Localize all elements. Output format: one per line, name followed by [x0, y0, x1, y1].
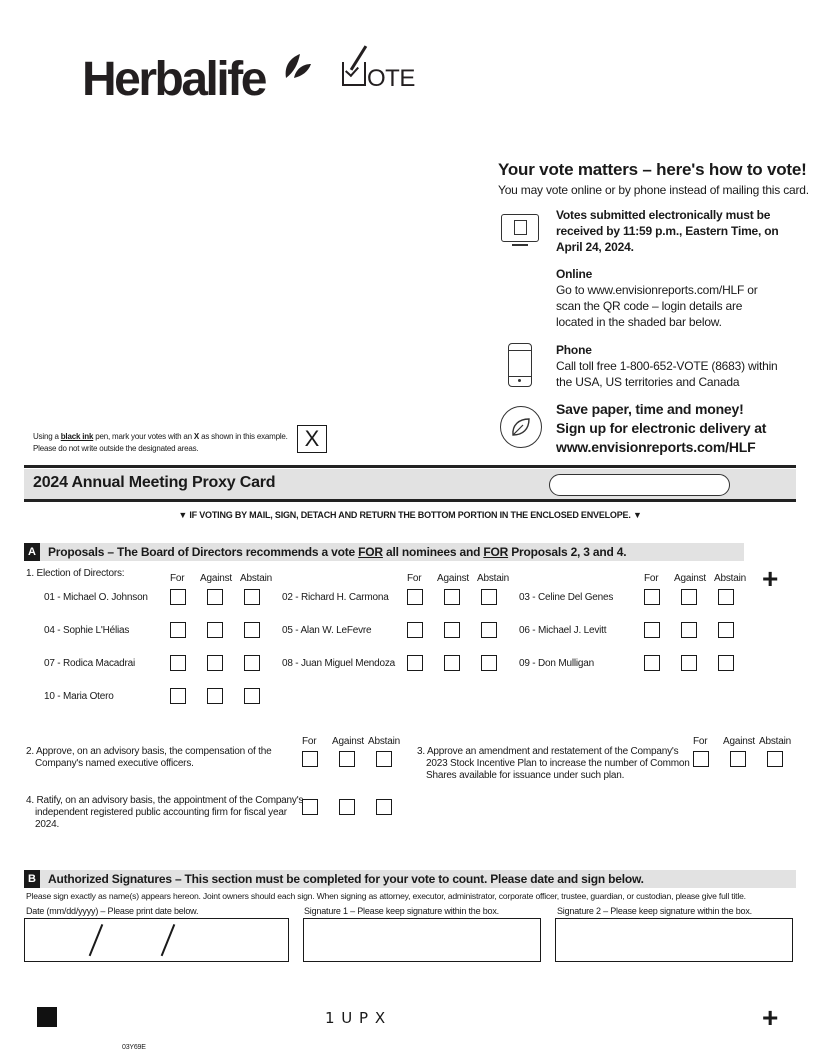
- save-line-3: www.envisionreports.com/HLF: [556, 439, 756, 455]
- vote-against-checkbox[interactable]: [444, 655, 460, 671]
- proposal-for-checkbox[interactable]: [693, 751, 709, 767]
- proposal-3-text: [417, 746, 690, 782]
- small-code: 03Y69E: [122, 1044, 146, 1051]
- signature-1-label: Signature 1 – Please keep signature within the box.: [304, 906, 499, 916]
- vote-abstain-checkbox[interactable]: [481, 589, 497, 605]
- registration-square: [37, 1007, 57, 1027]
- col-header-abstain: Abstain: [240, 573, 272, 584]
- info-title: Your vote matters – here's how to vote!: [498, 160, 807, 179]
- vote-for-checkbox[interactable]: [407, 655, 423, 671]
- signing-instruction: Please sign exactly as name(s) appears hereon. Joint owners should each sign. When signing as attorney, executor, administrator, corporate officer, trustee, guardian, or custodian, please give full title.: [26, 891, 746, 901]
- vote-against-checkbox[interactable]: [207, 589, 223, 605]
- proposal-abstain-checkbox[interactable]: [767, 751, 783, 767]
- prop4-line-3: 2024.: [35, 819, 60, 830]
- col-header-against: Against: [200, 573, 232, 584]
- proposal-against-checkbox[interactable]: [730, 751, 746, 767]
- vote-against-checkbox[interactable]: [681, 589, 697, 605]
- prop2-line-1: 2. Approve, on an advisory basis, the compensation of the: [26, 746, 272, 757]
- prop3-line-1: 3. Approve an amendment and restatement of the Company's: [417, 746, 679, 757]
- instr-mid: pen, mark your votes with an: [93, 432, 194, 441]
- proposal-abstain-checkbox[interactable]: [376, 751, 392, 767]
- detach-instruction: ▼ IF VOTING BY MAIL, SIGN, DETACH AND RETURN THE BOTTOM PORTION IN THE ENCLOSED ENVELOPE. ▼: [178, 510, 642, 520]
- deadline-line-1: Votes submitted electronically must be: [556, 208, 771, 222]
- vote-against-checkbox[interactable]: [681, 622, 697, 638]
- vote-for-checkbox[interactable]: [170, 622, 186, 638]
- nominee-label: 09 - Don Mulligan: [519, 658, 594, 669]
- prop3-line-3: Shares available for issuance under such plan.: [426, 770, 625, 781]
- herbalife-logo: [82, 52, 265, 107]
- vote-abstain-checkbox[interactable]: [481, 622, 497, 638]
- deadline-line-2: received by 11:59 p.m., Eastern Time, on: [556, 224, 779, 238]
- col-header-for: For: [170, 573, 185, 584]
- col-header-for: For: [302, 736, 317, 747]
- vote-for-checkbox[interactable]: [170, 589, 186, 605]
- example-mark-box: [297, 425, 327, 453]
- proposal-for-checkbox[interactable]: [302, 799, 318, 815]
- vote-for-checkbox[interactable]: [407, 622, 423, 638]
- example-mark: X: [304, 426, 320, 451]
- save-line-1: Save paper, time and money!: [556, 401, 744, 417]
- signature-1-field[interactable]: [303, 918, 541, 962]
- instruction-line-1: [33, 431, 288, 443]
- heading-for-1: FOR: [358, 545, 383, 559]
- col-header-against: Against: [674, 573, 706, 584]
- vote-abstain-checkbox[interactable]: [481, 655, 497, 671]
- vote-abstain-checkbox[interactable]: [244, 655, 260, 671]
- date-label: Date (mm/dd/yyyy) – Please print date below.: [26, 906, 199, 916]
- section-b-letter: B: [24, 870, 40, 888]
- heading-post: Proposals 2, 3 and 4.: [508, 545, 627, 559]
- online-line-3: located in the shaded bar below.: [556, 315, 722, 329]
- instr-pre: Using a: [33, 432, 61, 441]
- signature-2-label: Signature 2 – Please keep signature within the box.: [557, 906, 752, 916]
- instr-post: as shown in this example.: [199, 432, 288, 441]
- proposal-for-checkbox[interactable]: [302, 751, 318, 767]
- online-text: [556, 282, 758, 330]
- vote-against-checkbox[interactable]: [444, 589, 460, 605]
- bottom-rule: [24, 499, 796, 502]
- vote-against-checkbox[interactable]: [207, 688, 223, 704]
- nominee-label: 05 - Alan W. LeFevre: [282, 625, 372, 636]
- vote-abstain-checkbox[interactable]: [244, 589, 260, 605]
- deadline-text: [556, 207, 779, 255]
- col-header-abstain: Abstain: [714, 573, 746, 584]
- col-header-abstain: Abstain: [477, 573, 509, 584]
- registration-plus-bottom: +: [762, 1002, 779, 1033]
- prop4-line-1: 4. Ratify, on an advisory basis, the appointment of the Company's: [26, 795, 304, 806]
- nominee-label: 07 - Rodica Macadrai: [44, 658, 136, 669]
- nominee-label: 08 - Juan Miguel Mendoza: [282, 658, 396, 669]
- section-a-letter: A: [24, 543, 40, 561]
- online-line-1: Go to www.envisionreports.com/HLF or: [556, 283, 758, 297]
- phone-line-1: Call toll free 1-800-652-VOTE (8683) within: [556, 359, 778, 373]
- col-header-for: For: [644, 573, 659, 584]
- nominee-label: 02 - Richard H. Carmona: [282, 592, 389, 603]
- vote-for-checkbox[interactable]: [170, 655, 186, 671]
- proposal-abstain-checkbox[interactable]: [376, 799, 392, 815]
- section-b-heading: Authorized Signatures – This section must be completed for your vote to count. Please date and sign below.: [48, 872, 644, 886]
- vote-logo: [342, 62, 415, 93]
- nominee-label: 03 - Celine Del Genes: [519, 592, 614, 603]
- heading-pre: Proposals – The Board of Directors recommends a vote: [48, 545, 359, 559]
- vote-for-checkbox[interactable]: [407, 589, 423, 605]
- deadline-line-3: April 24, 2024.: [556, 240, 634, 254]
- online-line-2: scan the QR code – login details are: [556, 299, 743, 313]
- proposal-2-text: [26, 746, 271, 770]
- online-heading: Online: [556, 267, 593, 281]
- vote-against-checkbox[interactable]: [207, 622, 223, 638]
- vote-checkbox-icon: [342, 62, 366, 86]
- prop2-line-2: Company's named executive officers.: [35, 758, 194, 769]
- col-header-against: Against: [332, 736, 364, 747]
- heading-mid: all nominees and: [382, 545, 484, 559]
- col-header-against: Against: [437, 573, 469, 584]
- nominee-label: 01 - Michael O. Johnson: [44, 592, 148, 603]
- phone-line-2: the USA, US territories and Canada: [556, 375, 740, 389]
- vote-abstain-checkbox[interactable]: [718, 655, 734, 671]
- vote-abstain-checkbox[interactable]: [718, 589, 734, 605]
- proposal-against-checkbox[interactable]: [339, 799, 355, 815]
- phone-text: [556, 358, 778, 390]
- section-a-heading: [48, 545, 626, 559]
- vote-logo-text: OTE: [367, 65, 415, 92]
- marking-instructions: [33, 431, 288, 455]
- vote-against-checkbox[interactable]: [681, 655, 697, 671]
- leaf-logo-icon: [278, 44, 312, 84]
- save-line-2: Sign up for electronic delivery at: [556, 420, 767, 436]
- col-header-for: For: [407, 573, 422, 584]
- election-label: 1. Election of Directors:: [26, 568, 125, 579]
- heading-for-2: FOR: [483, 545, 509, 559]
- vote-for-checkbox[interactable]: [644, 589, 660, 605]
- date-separator-2: [161, 924, 175, 956]
- vote-abstain-checkbox[interactable]: [244, 688, 260, 704]
- prop3-line-2: 2023 Stock Incentive Plan to increase the number of Common: [426, 758, 690, 769]
- monitor-icon: [501, 214, 539, 242]
- nominee-label: 10 - Maria Otero: [44, 691, 114, 702]
- vote-for-checkbox[interactable]: [170, 688, 186, 704]
- col-header-abstain: Abstain: [368, 736, 400, 747]
- col-header-for: For: [693, 736, 708, 747]
- vote-against-checkbox[interactable]: [444, 622, 460, 638]
- vote-abstain-checkbox[interactable]: [244, 622, 260, 638]
- vote-for-checkbox[interactable]: [644, 655, 660, 671]
- prop4-line-2: independent registered public accounting firm for fiscal year: [35, 807, 287, 818]
- leaf-icon: [500, 406, 542, 448]
- info-subtitle: You may vote online or by phone instead of mailing this card.: [498, 183, 809, 197]
- proposal-4-text: [26, 795, 303, 831]
- form-code: 1 U P X: [325, 1009, 387, 1027]
- nominee-label: 06 - Michael J. Levitt: [519, 625, 607, 636]
- phone-heading: Phone: [556, 343, 592, 357]
- nominee-label: 04 - Sophie L'Hélias: [44, 625, 130, 636]
- top-rule: [24, 465, 796, 468]
- vote-for-checkbox[interactable]: [644, 622, 660, 638]
- col-header-abstain: Abstain: [759, 736, 791, 747]
- brand-name: Herbalife: [82, 53, 265, 106]
- registration-plus-top: +: [762, 563, 779, 594]
- save-paper-text: [556, 400, 766, 457]
- instr-ink: black ink: [60, 432, 94, 441]
- proposal-against-checkbox[interactable]: [339, 751, 355, 767]
- monitor-stand: [512, 244, 528, 246]
- date-field[interactable]: [24, 918, 289, 962]
- vote-against-checkbox[interactable]: [207, 655, 223, 671]
- vote-abstain-checkbox[interactable]: [718, 622, 734, 638]
- instr-x: X: [193, 432, 200, 441]
- phone-icon: [508, 343, 532, 387]
- card-title: 2024 Annual Meeting Proxy Card: [33, 474, 276, 491]
- instruction-line-2: Please do not write outside the designated areas.: [33, 444, 199, 453]
- date-separator-1: [89, 924, 103, 956]
- signature-2-field[interactable]: [555, 918, 793, 962]
- login-details-field: [549, 474, 730, 496]
- col-header-against: Against: [723, 736, 755, 747]
